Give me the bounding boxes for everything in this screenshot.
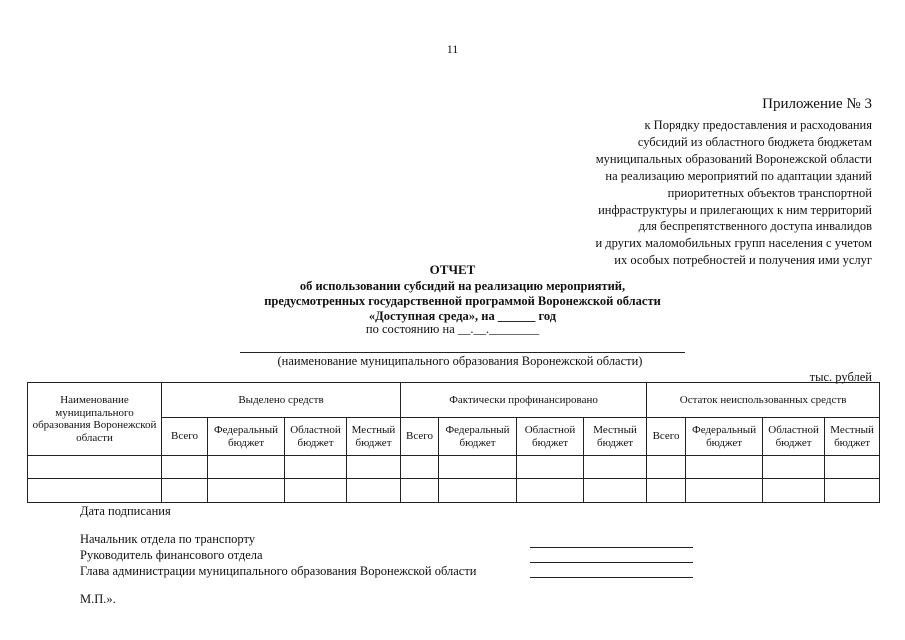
report-subtitle-line: «Доступная среда», на ______ год (368, 309, 557, 323)
signatory-finance-head: Руководитель финансового отдела (80, 548, 263, 562)
table-cell[interactable] (208, 479, 285, 503)
table-cell[interactable] (647, 479, 686, 503)
table-cell[interactable] (162, 479, 208, 503)
appendix-line: их особых потребностей и получения ими услуг (614, 253, 872, 268)
table-header-cell: Федеральный бюджет (686, 418, 763, 456)
seal-label: М.П.». (80, 592, 116, 606)
table-cell[interactable] (162, 456, 208, 479)
appendix-line: приоритетных объектов транспортной (667, 185, 872, 200)
table-cell[interactable] (347, 456, 401, 479)
table-header-cell: Областной бюджет (763, 418, 825, 456)
table-cell[interactable] (686, 479, 763, 503)
table-cell[interactable] (285, 456, 347, 479)
report-title: ОТЧЕТ (429, 262, 476, 277)
signatory-administration-head: Глава администрации муниципального образования Воронежской области (80, 564, 477, 578)
table-cell[interactable] (763, 479, 825, 503)
table-header-cell: Областной бюджет (285, 418, 347, 456)
table-cell[interactable] (439, 479, 517, 503)
signature-line (530, 547, 693, 548)
municipality-caption: (наименование муниципального образования Воронежской области) (277, 354, 643, 368)
appendix-line: и других маломобильных групп населения с учетом (595, 236, 872, 251)
appendix-line: к Порядку предоставления и расходования (644, 118, 872, 132)
table-cell[interactable] (584, 479, 647, 503)
table-cell[interactable] (208, 456, 285, 479)
table-row (28, 456, 880, 479)
table-cell[interactable] (401, 456, 439, 479)
table-cell[interactable] (517, 456, 584, 479)
table-header-cell: Местный бюджет (584, 418, 647, 456)
table-cell[interactable] (439, 456, 517, 479)
table-cell[interactable] (347, 479, 401, 503)
table-cell[interactable] (825, 456, 880, 479)
table-cell[interactable] (647, 456, 686, 479)
table-header-cell: Всего (401, 418, 439, 456)
table-cell[interactable] (28, 479, 162, 503)
signatory-transport-head: Начальник отдела по транспорту (80, 532, 256, 546)
table-group-header-allocated: Выделено средств (162, 383, 401, 418)
appendix-line: муниципальных образований Воронежской области (595, 151, 872, 166)
table-header-cell: Областной бюджет (517, 418, 584, 456)
table-header-cell: Всего (647, 418, 686, 456)
signing-date-label: Дата подписания (80, 504, 171, 518)
table-cell[interactable] (584, 456, 647, 479)
table-cell[interactable] (285, 479, 347, 503)
page-number: 11 (446, 42, 459, 56)
table-header-cell: Всего (162, 418, 208, 456)
table-row (28, 479, 880, 503)
municipality-name-line (240, 352, 685, 353)
table-group-header-financed: Фактически профинансировано (401, 383, 647, 418)
table-header-cell: Федеральный бюджет (208, 418, 285, 456)
appendix-line: субсидий из областного бюджета бюджетам (637, 134, 872, 149)
report-as-of-date: по состоянию на __.__.________ (365, 322, 540, 336)
table-cell[interactable] (401, 479, 439, 503)
appendix-description (512, 117, 872, 269)
appendix-title: Приложение № 3 (762, 96, 872, 112)
appendix-line: на реализацию мероприятий по адаптации зданий (605, 168, 872, 183)
appendix-line: для беспрепятственного доступа инвалидов (638, 219, 872, 234)
report-subtitle-line: об использовании субсидий на реализацию мероприятий, (299, 279, 626, 293)
appendix-line: инфраструктуры и прилегающих к ним территорий (598, 202, 872, 217)
table-cell[interactable] (763, 456, 825, 479)
report-subtitle-line: предусмотренных государственной программой Воронежской области (264, 294, 661, 308)
table-header-cell: Федеральный бюджет (439, 418, 517, 456)
signature-line (530, 577, 693, 578)
signature-line (530, 562, 693, 563)
table-header-cell: Местный бюджет (825, 418, 880, 456)
table-header-cell: Местный бюджет (347, 418, 401, 456)
table-group-header-remaining: Остаток неиспользованных средств (647, 383, 880, 418)
table-header-municipality: Наименование муниципального образования Воронежской области (28, 383, 162, 456)
units-label: тыс. рублей (809, 370, 872, 384)
table-cell[interactable] (28, 456, 162, 479)
table-cell[interactable] (517, 479, 584, 503)
table-cell[interactable] (686, 456, 763, 479)
report-table (27, 382, 880, 503)
table-cell[interactable] (825, 479, 880, 503)
